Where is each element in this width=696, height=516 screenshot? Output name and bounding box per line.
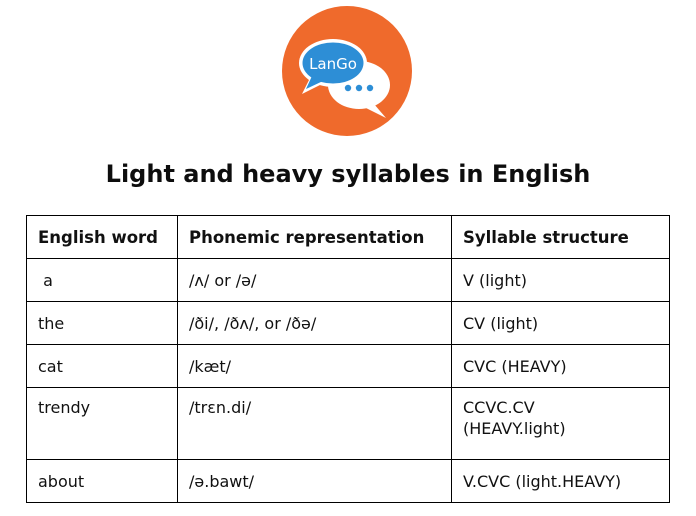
- cell-structure: CVC (HEAVY): [452, 345, 670, 388]
- page-title: Light and heavy syllables in English: [105, 160, 591, 188]
- table-row: [27, 345, 670, 388]
- table-row: [27, 302, 670, 345]
- cell-word: a: [27, 259, 178, 302]
- cell-phonemic: /ði/, /ðʌ/, or /ðə/: [178, 302, 452, 345]
- header-syllable-structure: Syllable structure: [452, 216, 670, 259]
- cell-structure: [452, 388, 670, 460]
- cell-structure: V.CVC (light.HEAVY): [452, 460, 670, 503]
- logo-text: LanGo: [309, 55, 357, 73]
- dot-icon: [356, 85, 362, 91]
- header-english-word: English word: [27, 216, 178, 259]
- cell-word: cat: [27, 345, 178, 388]
- cell-structure-line: CCVC.CV: [463, 398, 535, 417]
- table-row: [27, 259, 670, 302]
- cell-phonemic: /ə.bawt/: [178, 460, 452, 503]
- syllables-table: [26, 215, 670, 503]
- dot-icon: [367, 85, 373, 91]
- cell-structure: CV (light): [452, 302, 670, 345]
- lango-logo: [282, 6, 412, 136]
- table-row: [27, 460, 670, 503]
- cell-phonemic: /kæt/: [178, 345, 452, 388]
- dot-icon: [345, 85, 351, 91]
- cell-word: about: [27, 460, 178, 503]
- cell-word: trendy: [27, 388, 178, 460]
- header-phonemic-representation: Phonemic representation: [178, 216, 452, 259]
- table-row: [27, 388, 670, 460]
- cell-structure-line: (HEAVY.light): [463, 419, 566, 438]
- cell-phonemic: /ʌ/ or /ə/: [178, 259, 452, 302]
- cell-structure: V (light): [452, 259, 670, 302]
- cell-phonemic: /trɛn.di/: [178, 388, 452, 460]
- cell-word: the: [27, 302, 178, 345]
- table-header-row: [27, 216, 670, 259]
